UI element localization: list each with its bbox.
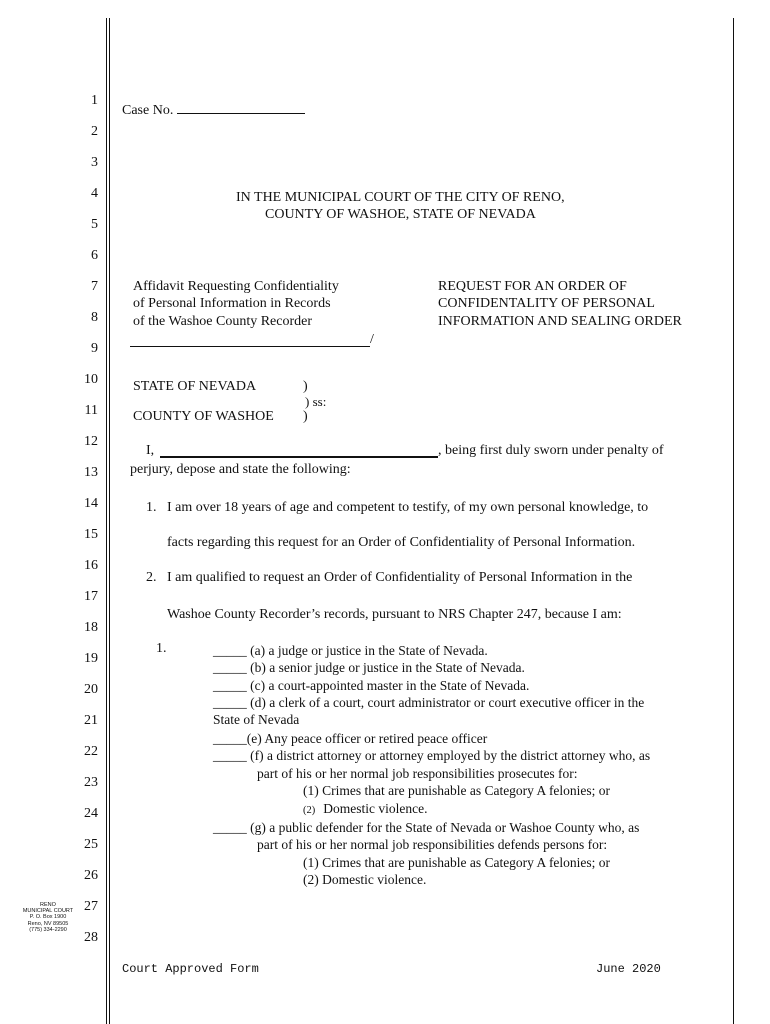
venue-paren-1: ) <box>303 379 308 394</box>
line-number: 7 <box>91 279 98 294</box>
line-number: 20 <box>84 682 98 697</box>
case-number-label: Case No. <box>122 103 174 118</box>
left-margin-rule-outer <box>106 18 107 1024</box>
oath-line-2: perjury, depose and state the following: <box>130 462 351 477</box>
line-number: 9 <box>91 341 98 356</box>
paragraph-1-number: 1. <box>146 500 157 515</box>
caption-right-line: REQUEST FOR AN ORDER OF <box>438 279 627 294</box>
line-number: 16 <box>84 558 98 573</box>
venue-ss: ) ss: <box>305 394 327 409</box>
line-number: 6 <box>91 248 98 263</box>
left-margin-rule-inner <box>109 18 110 1024</box>
line-number: 19 <box>84 651 98 666</box>
line-number: 21 <box>84 713 98 728</box>
footer-form-label: Court Approved Form <box>122 962 259 976</box>
option-f-item-2-number: (2) <box>303 805 316 816</box>
caption-right-line: INFORMATION AND SEALING ORDER <box>438 314 682 329</box>
footer-date: June 2020 <box>596 962 661 976</box>
line-number: 10 <box>84 372 98 387</box>
line-number: 4 <box>91 186 98 201</box>
option-d-continued: State of Nevada <box>213 712 300 727</box>
caption-left-line: of Personal Information in Records <box>133 296 331 311</box>
line-number: 12 <box>84 434 98 449</box>
paragraph-2-number: 2. <box>146 570 157 585</box>
caption-slash: / <box>370 332 374 347</box>
paragraph-2-line-1: I am qualified to request an Order of Confidentiality of Personal Information in the <box>167 570 633 585</box>
line-number: 17 <box>84 589 98 604</box>
line-number: 22 <box>84 744 98 759</box>
firm-line: P. O. Box 1900 <box>29 914 67 921</box>
line-number: 27 <box>84 899 98 914</box>
line-number: 25 <box>84 837 98 852</box>
case-number-field[interactable] <box>177 101 305 114</box>
oath-suffix: , being first duly sworn under penalty of <box>438 443 664 458</box>
option-e[interactable]: _____(e) Any peace officer or retired peace officer <box>213 731 488 746</box>
option-c[interactable]: _____ (c) a court-appointed master in the State of Nevada. <box>213 678 530 693</box>
option-f-item-2 <box>303 800 427 818</box>
case-number <box>122 101 305 119</box>
court-heading-line-2: COUNTY OF WASHOE, STATE OF NEVADA <box>265 207 536 222</box>
oath-prefix: I, <box>146 443 155 458</box>
line-number: 11 <box>84 403 98 418</box>
line-number: 13 <box>84 465 98 480</box>
paragraph-2-line-2: Washoe County Recorder’s records, pursuant to NRS Chapter 247, because I am: <box>167 607 622 622</box>
right-margin-rule <box>733 18 734 1024</box>
option-g[interactable]: _____ (g) a public defender for the State of Nevada or Washoe County who, as <box>213 820 640 835</box>
firm-line: MUNICIPAL COURT <box>22 908 74 915</box>
line-number: 5 <box>91 217 98 232</box>
line-number: 24 <box>84 806 98 821</box>
option-f-item-2-text: Domestic violence. <box>323 801 428 816</box>
line-number: 23 <box>84 775 98 790</box>
firm-line: Reno, NV 89505 <box>27 920 69 927</box>
line-number: 14 <box>84 496 98 511</box>
option-f[interactable]: _____ (f) a district attorney or attorney employed by the district attorney who, as <box>213 748 651 763</box>
venue-paren-2: ) <box>303 409 308 424</box>
line-number: 8 <box>91 310 98 325</box>
paragraph-1-line-1: I am over 18 years of age and competent to testify, of my own personal knowledge, to <box>167 500 649 515</box>
option-b[interactable]: _____ (b) a senior judge or justice in the State of Nevada. <box>213 660 525 675</box>
option-g-item-1: (1) Crimes that are punishable as Category A felonies; or <box>303 855 611 870</box>
line-number: 15 <box>84 527 98 542</box>
caption-underline <box>130 346 370 347</box>
option-d[interactable]: _____ (d) a clerk of a court, court administrator or court executive officer in the <box>213 695 645 710</box>
line-number: 26 <box>84 868 98 883</box>
firm-line: RENO <box>40 902 56 908</box>
line-number: 2 <box>91 124 98 139</box>
option-f-item-1: (1) Crimes that are punishable as Category A felonies; or <box>303 783 611 798</box>
option-f-continued: part of his or her normal job responsibilities prosecutes for: <box>257 766 578 781</box>
firm-address-block <box>14 902 82 933</box>
option-g-continued: part of his or her normal job responsibilities defends persons for: <box>257 837 608 852</box>
affiant-name-field[interactable] <box>160 456 438 458</box>
caption-left-line: Affidavit Requesting Confidentiality <box>133 279 339 294</box>
line-number: 3 <box>91 155 98 170</box>
sub-list-number: 1. <box>156 641 167 656</box>
paragraph-1-line-2: facts regarding this request for an Order of Confidentiality of Personal Information. <box>167 535 636 550</box>
firm-line: (775) 334-2290 <box>29 926 67 933</box>
venue-state: STATE OF NEVADA <box>133 379 257 394</box>
venue-county: COUNTY OF WASHOE <box>133 409 274 424</box>
option-g-item-2: (2) Domestic violence. <box>303 872 427 887</box>
option-a[interactable]: _____ (a) a judge or justice in the State of Nevada. <box>213 643 488 658</box>
line-number: 18 <box>84 620 98 635</box>
caption-left-line: of the Washoe County Recorder <box>133 314 313 329</box>
caption-right-line: CONFIDENTALITY OF PERSONAL <box>438 296 655 311</box>
line-number: 1 <box>91 93 98 108</box>
court-heading-line-1: IN THE MUNICIPAL COURT OF THE CITY OF RENO, <box>236 190 565 205</box>
line-number: 28 <box>84 930 98 945</box>
